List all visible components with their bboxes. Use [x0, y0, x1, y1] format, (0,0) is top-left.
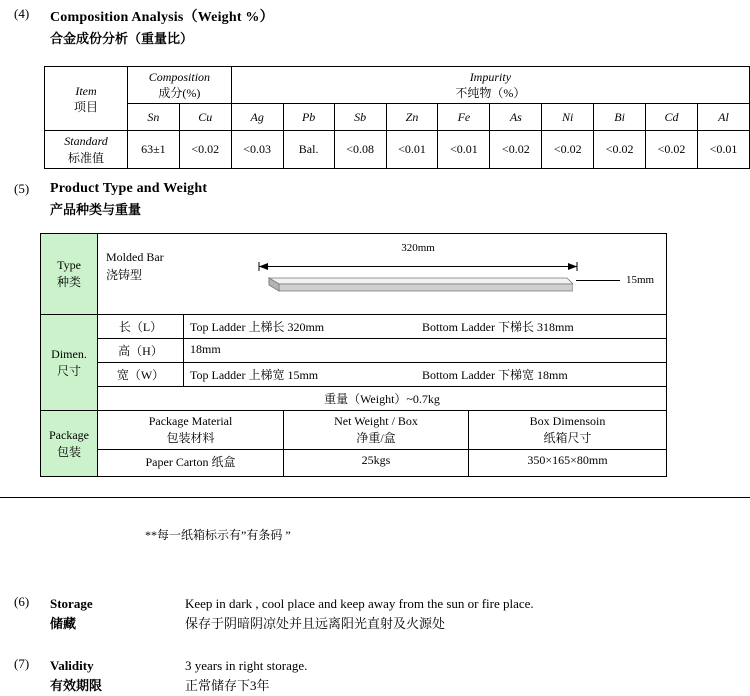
value-as: <0.02: [490, 131, 542, 168]
dimension-label-cell: [41, 315, 98, 411]
value-fe: <0.01: [438, 131, 490, 168]
package-value-boxdim: 350×165×80mm: [527, 453, 608, 467]
type-label-cell: [41, 234, 98, 315]
storage-label-cn: 储藏: [50, 616, 77, 632]
value-ag: <0.03: [231, 131, 283, 168]
package-label-cn: 包装: [56, 444, 81, 459]
dimension-length-top: Top Ladder 上梯长 320mm: [190, 320, 325, 334]
dimension-row: [41, 315, 667, 411]
dimension-length-row: [98, 315, 666, 339]
row-label-standard: Standard 标准值: [45, 131, 128, 168]
table-header-row: [45, 67, 750, 104]
value-sn: 63±1: [128, 131, 180, 168]
package-headers: [98, 411, 666, 449]
dimension-weight-value: 重量（Weight）~0.7kg: [324, 392, 440, 406]
type-label-en: Type: [57, 258, 81, 272]
section-5-number: (5): [14, 181, 30, 196]
dimension-width-key: 宽（W）: [98, 363, 184, 386]
table-element-row: [45, 104, 750, 131]
element-sb: Sb: [334, 104, 386, 131]
type-label-cn: 种类: [56, 275, 81, 289]
validity-label-en: Validity: [50, 658, 94, 673]
element-ni: Ni: [542, 104, 594, 131]
length-dimension-label: 320mm: [401, 242, 435, 254]
header-item: Item 项目: [45, 67, 128, 131]
value-zn: <0.01: [386, 131, 438, 168]
thickness-dimension-label: 15mm: [626, 274, 655, 286]
value-bi: <0.02: [594, 131, 646, 168]
dimension-height-key: 高（H）: [98, 339, 184, 362]
dimension-width-row: [98, 363, 666, 387]
dimension-length-bottom: Bottom Ladder 下梯长 318mm: [422, 320, 574, 334]
molded-bar-label: Molded Bar 浇铸型: [106, 250, 164, 282]
package-value-netweight: 25kgs: [284, 450, 469, 476]
element-bi: Bi: [594, 104, 646, 131]
dimension-label-en: Dimen.: [51, 346, 87, 361]
section-5-title-cn: 产品种类与重量: [50, 202, 142, 217]
type-illustration-cell: [98, 234, 667, 315]
composition-table: [44, 66, 750, 169]
element-fe: Fe: [438, 104, 490, 131]
value-pb: Bal.: [283, 131, 334, 168]
section-4-title-cn: 合金成份分析（重量比）: [50, 31, 194, 46]
value-al: <0.01: [697, 131, 749, 168]
carton-barcode-note: **每一纸箱标示有”有条码 ”: [145, 528, 291, 542]
element-as: As: [490, 104, 542, 131]
element-cd: Cd: [646, 104, 698, 131]
section-7-text: [185, 656, 734, 696]
section-7-validity: [14, 656, 734, 696]
thickness-tick-line: [592, 280, 620, 281]
element-pb: Pb: [283, 104, 334, 131]
dimension-length-key: 长（L）: [98, 315, 184, 338]
length-dimension-arrow-icon: [258, 262, 578, 271]
section-4-number: (4): [14, 6, 30, 21]
storage-label-en: Storage: [50, 596, 93, 611]
element-cu: Cu: [179, 104, 231, 131]
package-values: [98, 450, 666, 476]
dimension-label-cn: 尺寸: [56, 363, 81, 378]
validity-text-en: 3 years in right storage.: [185, 658, 308, 673]
value-sb: <0.08: [334, 131, 386, 168]
solder-bar-illustration: [263, 274, 573, 296]
package-header-material: Package Material 包装材料: [98, 411, 284, 449]
package-value-cell: [98, 450, 667, 477]
dimension-width-bottom: Bottom Ladder 下梯宽 18mm: [422, 368, 568, 382]
dimension-weight-row: [98, 387, 666, 410]
storage-text-en: Keep in dark , cool place and keep away from the sun or fire place.: [185, 596, 534, 611]
section-4-heading: [14, 6, 714, 47]
section-6-text: [185, 594, 734, 634]
product-table: [40, 233, 667, 477]
dimension-width-top: Top Ladder 上梯宽 15mm: [190, 368, 319, 382]
validity-label-cn: 有效期限: [50, 678, 103, 694]
package-value-material: Paper Carton 纸盒: [98, 450, 284, 476]
composition-table-wrapper: [44, 66, 750, 169]
table-row: [45, 131, 750, 168]
section-5-title-en: Product Type and Weight: [50, 181, 208, 196]
package-header-netweight: Net Weight / Box 净重/盒: [284, 411, 469, 449]
package-label-cell: [41, 411, 98, 477]
value-cd: <0.02: [646, 131, 698, 168]
package-header-boxdim: Box Dimensoin 纸箱尺寸: [529, 414, 606, 445]
dimension-height-extra: [416, 339, 666, 362]
dimension-height-value: 18mm: [190, 342, 221, 356]
package-label-en: Package: [49, 427, 89, 442]
section-7-labels: [50, 656, 185, 696]
section-7-number: (7): [14, 656, 30, 671]
section-4-title-en: Composition Analysis（Weight %）: [50, 10, 274, 25]
section-5-heading: [14, 181, 714, 218]
package-header-cell: [98, 411, 667, 450]
type-row: [41, 234, 667, 315]
dimension-detail-cell: [98, 315, 667, 411]
section-6-storage: [14, 594, 734, 634]
header-impurity: Impurity 不纯物（%）: [231, 67, 749, 104]
validity-text-cn: 正常储存下3年: [185, 678, 270, 694]
header-composition: Composition 成分(%): [128, 67, 232, 104]
product-table-wrapper: [40, 233, 667, 477]
package-header-row: [41, 411, 667, 450]
element-zn: Zn: [386, 104, 438, 131]
section-6-number: (6): [14, 594, 30, 609]
value-cu: <0.02: [179, 131, 231, 168]
element-ag: Ag: [231, 104, 283, 131]
section-6-labels: [50, 594, 185, 634]
storage-text-cn: 保存于阴暗阴凉处并且远离阳光直射及火源处: [185, 616, 446, 632]
value-ni: <0.02: [542, 131, 594, 168]
horizontal-divider: [0, 497, 750, 498]
package-value-row: [41, 450, 667, 477]
dimension-height-row: [98, 339, 666, 363]
element-sn: Sn: [128, 104, 180, 131]
element-al: Al: [697, 104, 749, 131]
